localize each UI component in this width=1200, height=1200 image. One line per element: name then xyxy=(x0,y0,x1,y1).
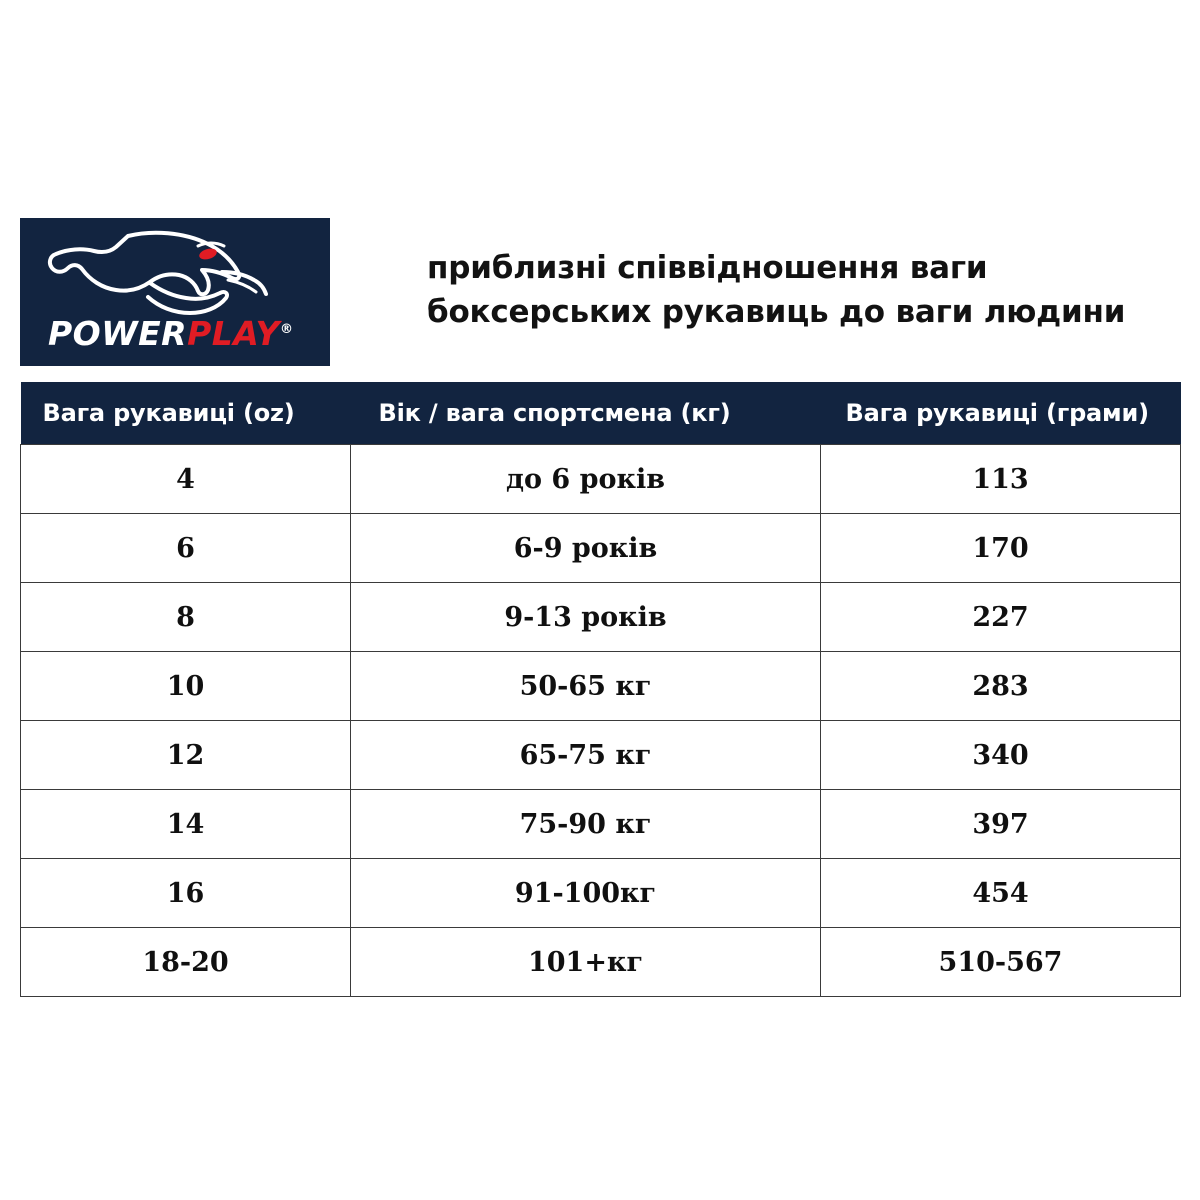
cell-glove-weight-oz: 4 xyxy=(21,445,351,514)
cell-athlete-age-weight: 91-100кг xyxy=(351,859,821,928)
cell-glove-weight-grams: 340 xyxy=(821,721,1181,790)
table-header xyxy=(21,382,1181,445)
brand-logo xyxy=(20,218,330,366)
page-title-line2: боксерських рукавиць до ваги людини xyxy=(427,294,1126,331)
cell-glove-weight-grams: 113 xyxy=(821,445,1181,514)
cell-glove-weight-grams: 170 xyxy=(821,514,1181,583)
page-title xyxy=(427,246,1125,334)
sizing-table-container xyxy=(20,382,1180,997)
registered-mark: ® xyxy=(279,322,294,337)
table-row xyxy=(21,928,1181,997)
cell-glove-weight-grams: 283 xyxy=(821,652,1181,721)
cell-glove-weight-oz: 6 xyxy=(21,514,351,583)
cell-athlete-age-weight: 6-9 років xyxy=(351,514,821,583)
cell-glove-weight-oz: 14 xyxy=(21,790,351,859)
sizing-table xyxy=(20,382,1181,997)
table-body xyxy=(21,445,1181,997)
table-row xyxy=(21,790,1181,859)
brand-wordmark xyxy=(48,314,293,353)
cell-athlete-age-weight: до 6 років xyxy=(351,445,821,514)
page-title-line1: приблизні співвідношення ваги xyxy=(427,250,988,286)
table-row xyxy=(21,445,1181,514)
cell-glove-weight-oz: 18-20 xyxy=(21,928,351,997)
cell-athlete-age-weight: 75-90 кг xyxy=(351,790,821,859)
cell-glove-weight-oz: 8 xyxy=(21,583,351,652)
brand-name-part1: POWER xyxy=(48,314,188,353)
column-header-athlete-age-weight: Вік / вага спортсмена (кг) xyxy=(351,382,821,445)
table-row xyxy=(21,652,1181,721)
cell-glove-weight-grams: 397 xyxy=(821,790,1181,859)
panther-logo-icon xyxy=(32,228,282,318)
brand-name-part2: PLAY xyxy=(187,314,280,353)
table-row xyxy=(21,514,1181,583)
table-header-row xyxy=(21,382,1181,445)
cell-athlete-age-weight: 101+кг xyxy=(351,928,821,997)
cell-glove-weight-grams: 510-567 xyxy=(821,928,1181,997)
column-header-glove-weight-oz: Вага рукавиці (oz) xyxy=(21,382,351,445)
cell-glove-weight-grams: 454 xyxy=(821,859,1181,928)
cell-athlete-age-weight: 50-65 кг xyxy=(351,652,821,721)
cell-glove-weight-oz: 12 xyxy=(21,721,351,790)
cell-glove-weight-oz: 10 xyxy=(21,652,351,721)
table-row xyxy=(21,583,1181,652)
column-header-glove-weight-grams: Вага рукавиці (грами) xyxy=(821,382,1181,445)
cell-glove-weight-oz: 16 xyxy=(21,859,351,928)
header xyxy=(20,218,1180,368)
cell-glove-weight-grams: 227 xyxy=(821,583,1181,652)
table-row xyxy=(21,721,1181,790)
cell-athlete-age-weight: 65-75 кг xyxy=(351,721,821,790)
cell-athlete-age-weight: 9-13 років xyxy=(351,583,821,652)
table-row xyxy=(21,859,1181,928)
